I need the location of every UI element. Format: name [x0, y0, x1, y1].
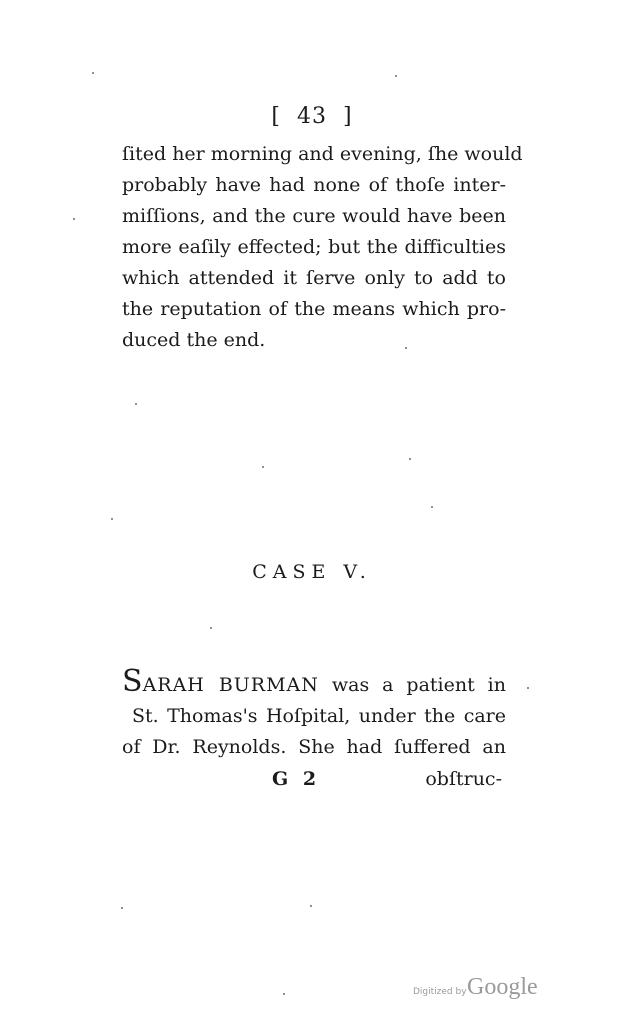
patient-name: ARAH BURMAN [142, 674, 319, 696]
scan-speck [405, 347, 407, 349]
text-line: duced the end. [122, 329, 266, 351]
scan-speck [73, 218, 75, 220]
watermark-prefix: Digitized by [413, 987, 467, 997]
text-line: St. Thomas's Hoſpital, under the care [132, 705, 506, 727]
page-number: [ 43 ] [271, 104, 353, 129]
google-logo: Google [467, 974, 538, 1000]
text-line-first [122, 664, 506, 701]
scan-speck [121, 907, 123, 909]
case-paragraph [122, 664, 506, 763]
scan-speck [283, 993, 285, 995]
continued-paragraph [122, 139, 523, 356]
text-line: the reputation of the means which pro- [122, 298, 506, 320]
scan-speck [92, 72, 94, 74]
scan-speck [135, 403, 137, 405]
digitized-watermark [413, 974, 543, 1004]
scan-speck [527, 687, 529, 689]
scan-speck [431, 506, 433, 508]
text-line: ſited her morning and evening, ſhe would [122, 143, 523, 165]
scan-speck [210, 627, 212, 629]
scan-speck [395, 75, 397, 77]
text-fragment: was a patient in [318, 674, 506, 696]
text-line: miſſions, and the cure would have been [122, 205, 506, 227]
scan-speck [111, 518, 113, 520]
scan-speck [409, 458, 411, 460]
text-line: probably have had none of thoſe inter- [122, 174, 506, 196]
drop-cap: S [122, 664, 143, 699]
scan-speck [310, 905, 312, 907]
catchword: obſtruc- [425, 768, 502, 790]
text-line: which attended it ſerve only to add to [122, 267, 506, 289]
signature-mark: G 2 [272, 768, 321, 790]
text-line: of Dr. Reynolds. She had ſuffered an [122, 736, 506, 758]
scan-speck [262, 466, 264, 468]
case-heading: CASE V. [252, 561, 372, 583]
text-line: more eaſily effected; but the difficulties [122, 236, 506, 258]
